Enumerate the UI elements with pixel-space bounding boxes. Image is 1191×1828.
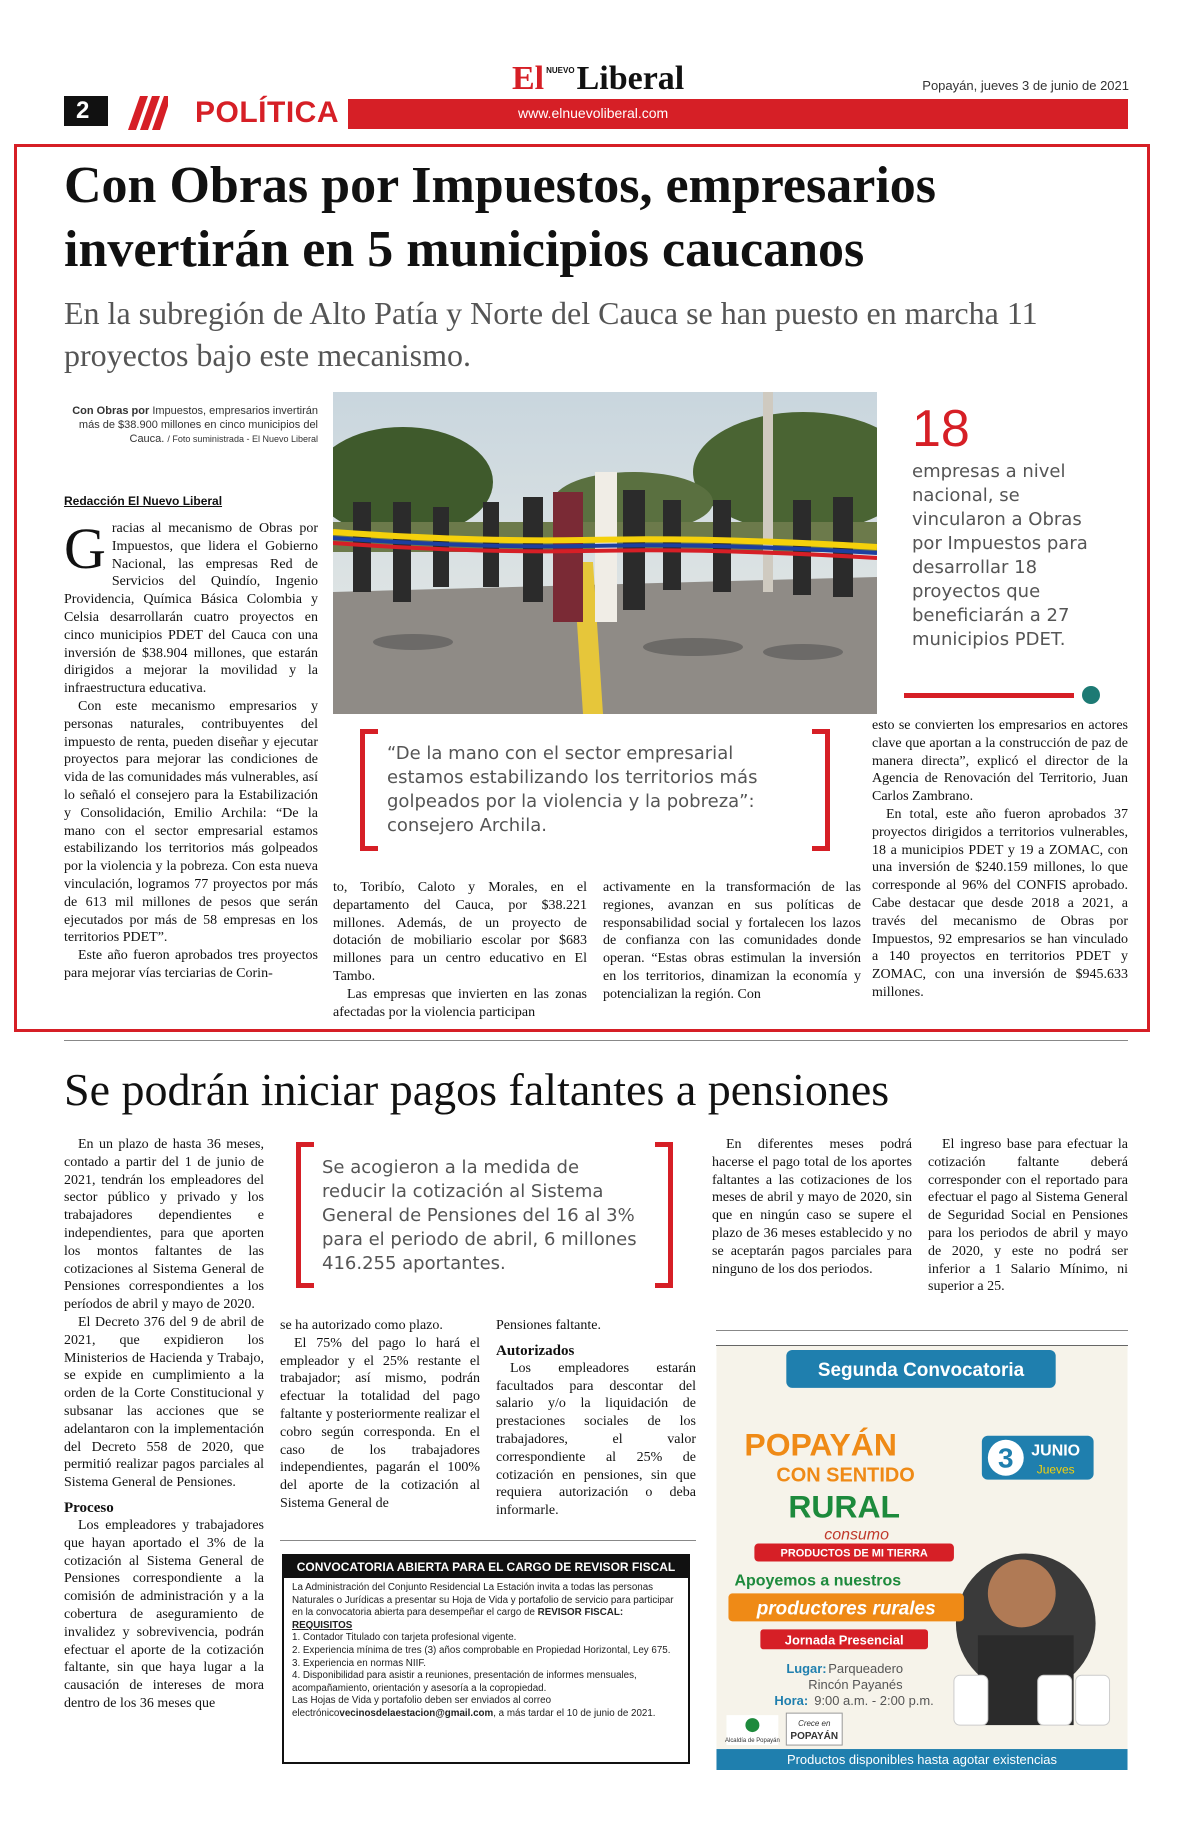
section-stripes [128, 96, 168, 130]
svg-text:Jornada Presencial: Jornada Presencial [784, 1632, 904, 1648]
article1-column-4: esto se convierten los empresarios en actores clave que aportan a la construcción de paz de manera directa”, explicó el director de la Agencia de Renovación del Territorio, Juan Carlos Zambrano. En total, este año fueron aprobados 37 proyectos dirigidos a territorios vulnerables, 18 a municipios PDET y 19 a ZOMAC, con una inversión de $240.159 millones, lo que corresponde al 96% del CONFIS aprobado. Cabe destacar que desde 2018 a 2021, a través del mecanismo de Obras por Impuestos, 92 empresarios se han vinculado a 140 proyectos en territorios PDET y ZOMAC, con una inversión de $945.633 millones. [872, 718, 1128, 1000]
article2-column-2: se ha autorizado como plazo. El 75% del pago lo hará el empleador y el 25% restante el trabajador; así mismo, podrán efectuar la totalidad del pago faltante y posteriormente realizar el cobro según corresponda. En el caso de los trabajadores independientes, pagarán el 100% del aporte de la cotización al Sistema General de [280, 1318, 480, 1511]
svg-text:productores rurales: productores rurales [756, 1598, 936, 1620]
article-headline: Con Obras por Impuestos, empresarios invertirán en 5 municipios caucanos [64, 157, 937, 278]
subhead-autorizados: Autorizados [496, 1342, 575, 1359]
section-label: POLÍTICA [195, 96, 339, 129]
svg-text:Crece en: Crece en [798, 1719, 831, 1729]
dateline: Popayán, jueves 3 de junio de 2021 [922, 78, 1129, 93]
notice-email[interactable]: vecinosdelaestacion@gmail.com [339, 1707, 494, 1719]
stat-box [912, 400, 1102, 652]
ad-footer: Productos disponibles hasta agotar existencias [786, 1752, 1058, 1768]
svg-text:Jueves: Jueves [1036, 1462, 1075, 1477]
article-separator [64, 1040, 1128, 1041]
article2-column-5: El ingreso base para efectuar la cotización faltante deberá corresponder con el reportado para efectuar el pago al Sistema General de Seguridad Social en Pensiones para los periodos de abril y mayo de 2020, y este no podrá ser inferior a 1 Salario Mínimo, ni superior a 25. [928, 1137, 1128, 1295]
stat-rule [904, 693, 1074, 698]
ad-brand-popayan: POPAYÁN [744, 1426, 897, 1463]
column-rule [280, 1540, 696, 1541]
article2-column-4: En diferentes meses podrá hacerse el pago total de los aportes faltantes a las cotizaciones de los meses de abril y mayo de 2020, sin que en ningún caso se supere el plazo de 36 meses establecido y no se aceptarán pagos parciales para ninguno de los dos periodos. [712, 1137, 912, 1277]
svg-text:POPAYÁN: POPAYÁN [790, 1731, 839, 1743]
svg-text:RURAL: RURAL [788, 1488, 900, 1525]
article2-pullquote: Se acogieron a la medida de reducir la cotización al Sistema General de Pensiones del 16 al 3% para el periodo de abril, 6 millones 416.255 aportantes. [322, 1157, 637, 1274]
stat-dot [1082, 686, 1100, 704]
svg-text:Hora:: Hora: [774, 1693, 809, 1709]
article2-column-1: En un plazo de hasta 36 meses, contado a partir del 1 de junio de 2021, tendrán los empleadores del sector público y privado y los trabajadores dependientes e independientes, para que aporten los montos faltantes de las cotizaciones al Sistema General de Pensiones correspondientes a los períodos de abril y mayo de 2020. El Decreto 376 del 9 de abril de 2021, que expidieron los Ministerios de Hacienda y Trabajo, se expide en cumplimiento a la orden de la Corte Constitucional y subsanar las acciones que se adelantaron con la implementación del Decreto 558 de 2020, que permitió realizar pagos parciales al Sistema General de Pensiones. Proceso Los empleadores y trabajadores que hayan aportado el 3% de la cotización al Sistema General de Pensiones correspondiente a la comisión de administración y a la cobertura de aseguramiento de invalidez y sobrevivencia, podrán efectuar el aporte de la cotización faltante, sin que haya lugar a la causación de intereses de mora dentro de los 36 meses que [64, 1137, 264, 1711]
article2-headline: Se podrán iniciar pagos faltantes a pensiones [64, 1064, 890, 1115]
ad-date-number: 3 [998, 1442, 1014, 1474]
pullquote-bracket-right [812, 729, 830, 851]
photo-caption: Con Obras por Impuestos, empresarios invertirán más de $38.900 millones en cinco municipios del Cauca. / Foto suministrada - El Nuevo Liberal [72, 405, 318, 445]
newspaper-logo: El $^{NUEVO}$Liberal [512, 60, 685, 97]
subhead-proceso: Proceso [64, 1499, 114, 1516]
article1-column-1: Gracias al mecanismo de Obras por Impuestos, que lidera el Gobierno Nacional, las empresas Red de Servicios del Quindío, Ingenio Providencia, Química Básica Colombia y Celsia desarrollarán cuatro proyectos en cinco municipios PDET del Cauca con una inversión de $38.904 millones, que estarán dirigidos a mejorar la movilidad y la infraestructura educativa. Con este mecanismo empresarios y personas naturales, contribuyentes del impuesto de renta, pueden diseñar y ejecutar proyectos para mejorar las condiciones de vida de las comunidades más vulnerables, así lo señaló el consejero para la Estabilización y Consolidación, Emilio Archila: “De la mano con el sector empresarial estamos estabilizando los territorios más golpeados por la violencia y la pobreza. Con esta nueva vinculación, logramos 77 proyectos por más de 613 mil millones de pesos que serán ejecutados por más de 58 empresas en los territorios PDET”. Este año fueron aprobados tres proyectos para mejorar vías terciarias de Corin- [64, 516, 318, 981]
svg-text:consumo: consumo [824, 1526, 889, 1544]
revisor-fiscal-notice: CONVOCATORIA ABIERTA PARA EL CARGO DE REVISOR FISCAL La Administración del Conjunto Residencial La Estación invita a todas las personas Naturales o Jurídicas a presentar su Hoja de Vida y portafolio de servicio para participar en la convocatoria abierta para desempeñar el cargo de REVISOR FISCAL: REQUISITOS 1. Contador Titulado con tarjeta profesional vigente. 2. Experiencia mínima de tres (3) años comprobable en Propiedad Horizontal, Ley 675. 3. Experiencia en normas NIIF. 4. Disponibilidad para asistir a reuniones, presentación de informes mensuales, acompañamiento, orientación y asesoría a la copropiedad. Las Hojas de Vida y portafolio deben ser enviados al correo electrónicovecinosdelaestacion@gmail.com, a más tardar el 10 de junio de 2021. [282, 1554, 690, 1764]
popayan-rural-ad [716, 1345, 1128, 1770]
byline: Redacción El Nuevo Liberal [64, 494, 223, 508]
pullquote2-bracket-left [296, 1142, 314, 1288]
dropcap: G [64, 516, 106, 581]
article1-column-2: to, Toribío, Caloto y Morales, en el departamento del Cauca, por $38.221 millones. Además, de un proyecto de dotación de mobiliario escolar por $683 millones para un centro educativo en El Tambo. Las empresas que invierten en las zonas afectadas por la violencia participan [333, 880, 587, 1020]
ribbon-cutting-photo [333, 392, 877, 714]
article1-pullquote: “De la mano con el sector empresarial estamos estabilizando los territorios más golpeados por la violencia y la pobreza”: consejero Archila. [387, 743, 758, 836]
ad-banner: Segunda Convocatoria [817, 1359, 1025, 1381]
page-number: 2 [64, 96, 108, 126]
ad-top-rule [716, 1330, 1128, 1331]
svg-text:PRODUCTOS DE MI TIERRA: PRODUCTOS DE MI TIERRA [780, 1547, 928, 1560]
svg-text:Rincón Payanés: Rincón Payanés [808, 1677, 903, 1693]
stat-text: empresas a nivel nacional, se vincularon a Obras por Impuestos para desarrollar 18 proyectos que beneficiarán a 27 municipios PDET. [912, 461, 1088, 650]
pullquote-bracket-left [360, 729, 378, 851]
svg-text:JUNIO: JUNIO [1031, 1442, 1081, 1460]
svg-text:Lugar:: Lugar: [786, 1661, 827, 1677]
site-url[interactable]: www.elnuevoliberal.com [518, 105, 669, 121]
ad-logo-alcaldia: Alcaldía de Popayán [725, 1738, 780, 1745]
svg-text:Parqueadero: Parqueadero [828, 1661, 904, 1677]
masthead-bar [348, 99, 1128, 129]
article-subheadline: En la subregión de Alto Patía y Norte del Cauca se han puesto en marcha 11 proyectos bajo este mecanismo. [64, 295, 1038, 373]
svg-text:Apoyemos a nuestros: Apoyemos a nuestros [734, 1572, 902, 1590]
article1-column-3: activamente en la transformación de las regiones, avanzan en sus políticas de responsabilidad social y fortalecen los lazos de confianza con las comunidades donde operan. “Estas obras estimulan la inversión en los territorios, dinamizan la economía y potencializan la región. Con [603, 880, 861, 1002]
svg-text:9:00 a.m. - 2:00 p.m.: 9:00 a.m. - 2:00 p.m. [814, 1693, 934, 1709]
pullquote2-bracket-right [655, 1142, 673, 1288]
svg-text:CON SENTIDO: CON SENTIDO [776, 1464, 915, 1487]
notice-title: CONVOCATORIA ABIERTA PARA EL CARGO DE REVISOR FISCAL [284, 1556, 688, 1578]
stat-number: 18 [912, 400, 970, 458]
article2-column-3: Pensiones faltante. Autorizados Los empleadores estarán facultados para descontar del salario y/o la liquidación de prestaciones sociales de los trabajadores, el valor correspondiente al 25% de cotización en pensiones, sin que requiera autorización o deba informarle. [496, 1318, 696, 1519]
